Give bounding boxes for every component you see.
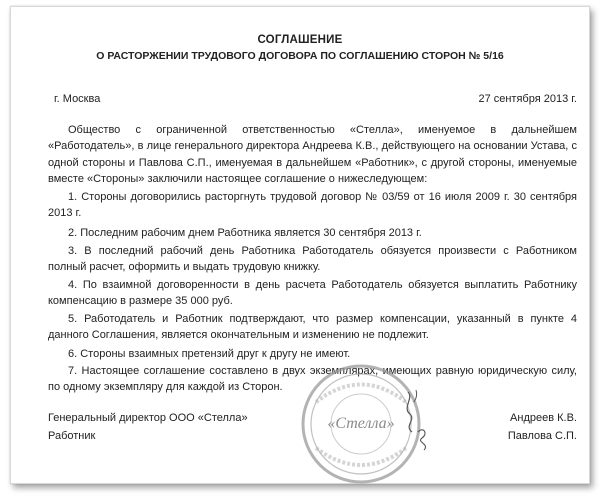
clause-4: 4. По взаимной договоренности в день расчета Работодатель обязуется выплатить Работнику компенсацию в размере 35 000 руб. xyxy=(48,279,577,308)
clause-3: 3. В последний рабочий день Работника Работодатель обязуется произвести с Работником полный расчет, оформить и выдать трудовую книжку. xyxy=(48,245,577,274)
seal-text: «Стелла» xyxy=(327,415,395,432)
clause-7: 7. Настоящее соглашение составлено в двух экземплярах, имеющих равную юридическую силу, по одному экземпляру для каждой из Сторон. xyxy=(48,365,577,394)
clause-5: 5. Работодатель и Работник подтверждают, что размер компенсации, указанный в пункте 4 данного Соглашения, является окончательным и изменению не подлежит. xyxy=(48,313,577,342)
employer-name: Андреев К.В. xyxy=(510,412,577,424)
document-subtitle: О РАСТОРЖЕНИИ ТРУДОВОГО ДОГОВОРА ПО СОГЛАШЕНИЮ СТОРОН № 5/16 xyxy=(96,50,504,62)
intro-paragraph: Общество с ограниченной ответственностью «Стелла», именуемое в дальнейшем «Работодатель», в лице генерального директора Андреева К.В., действующего на основании Устава, с одной стороны и Павлова С.П., именуемая в дальнейшем «Работник», с другой стороны, именуемые вместе «Стороны» заключили настоящее соглашение о нижеследующем: xyxy=(48,124,577,186)
document-date: 27 сентября 2013 г. xyxy=(478,93,577,105)
employee-name: Павлова С.П. xyxy=(507,430,577,442)
employee-title: Работник xyxy=(48,430,96,442)
document-city: г. Москва xyxy=(54,93,101,105)
employer-title: Генеральный директор ООО «Стелла» xyxy=(48,412,248,424)
clause-6: 6. Стороны взаимных претензий друг к другу не имеют. xyxy=(68,348,351,360)
clause-2: 2. Последним рабочим днем Работника является 30 сентября 2013 г. xyxy=(68,227,422,239)
document-title: СОГЛАШЕНИЕ xyxy=(257,34,343,46)
document-sheet xyxy=(10,6,590,484)
clause-1: 1. Стороны договорились расторгнуть трудовой договор № 03/59 от 16 июля 2009 г. 30 сентября 2013 г. xyxy=(48,191,577,220)
